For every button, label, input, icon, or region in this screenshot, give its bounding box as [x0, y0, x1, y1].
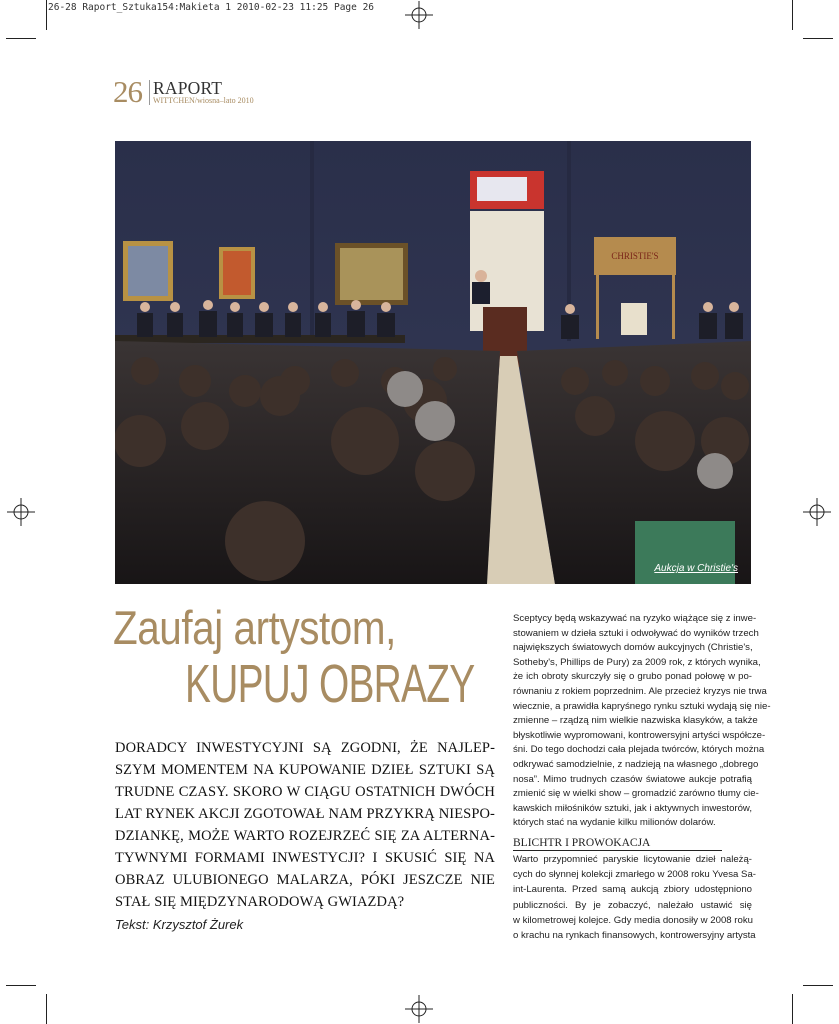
article-lead: [115, 737, 495, 913]
registration-mark-icon: [405, 1, 433, 29]
author-credit: Tekst: Krzysztof Żurek: [115, 917, 244, 932]
body-line: śni. Do tego dochodzi cała plejada twórców, których można: [513, 744, 765, 756]
body-line: Sotheby's, Phillips de Pury) za 2009 rok, z których wynika,: [513, 656, 761, 668]
body-line: stowaniem w dzieła sztuki i odwoływać do wyników trzech: [513, 627, 759, 639]
body-line: odkrywać samodzielnie, z nadzieją na własnego „dobrego: [513, 758, 759, 770]
body-line: o krachu na rynkach finansowych, kontrowersyjny artysta: [513, 930, 756, 942]
lead-line: SZYM MOMENTEM NA KUPOWANIE DZIEŁ SZTUKI SĄ: [115, 762, 495, 778]
body-column: [513, 612, 771, 831]
header-divider: [149, 80, 150, 105]
christies-sign: CHRISTIE'S: [611, 251, 659, 261]
section-title: RAPORT: [153, 78, 223, 98]
body-line: Sceptycy będą wskazywać na ryzyko wiążące się z inwe-: [513, 613, 757, 624]
body-line: zmienne – rządzą nim wielkie nazwiska klasyków, a także: [513, 715, 758, 727]
registration-mark-icon: [7, 498, 35, 526]
crop-mark: [792, 994, 793, 1024]
body-line: zmienić się w wielki show – gromadzić zarówno tłumy cie-: [513, 788, 759, 800]
body-line: w kilometrowej kolejce. Gdy media donosiły w 2008 roku: [513, 914, 753, 926]
page-number: 26: [113, 74, 142, 109]
registration-mark-icon: [803, 498, 831, 526]
body-line: błyskotliwie wypromowani, kontrowersyjni artyści współcze-: [513, 729, 766, 741]
body-line: kawskich miłośników sztuki, jak i aktywnych inwestorów,: [513, 802, 752, 814]
registration-mark-icon: [405, 995, 433, 1023]
body-column-continued: [513, 852, 756, 943]
photo-caption: Aukcja w Christie's: [654, 563, 738, 574]
body-line: że ich obroty skurczyły się o grubo ponad połowę w po-: [513, 671, 752, 683]
body-line: cych do słynnej kolekcji zmarłego w 2008 roku Yvesa Sa-: [513, 869, 756, 881]
body-line: nosa”. Mimo trudnych czasów światowe aukcje potrafią: [513, 773, 752, 785]
body-line: publiczności. By je zobaczyć, należało ustawić się: [513, 899, 752, 911]
lead-line: DORADCY INWESTYCYJNI SĄ ZGODNI, ŻE NAJLEP-: [115, 740, 495, 756]
crop-mark: [803, 985, 833, 986]
print-slug: 26-28 Raport_Sztuka154:Makieta 1 2010-02-23 11:25 Page 26: [48, 2, 375, 13]
crop-mark: [792, 0, 793, 30]
body-line: których stać na wydanie kilku milionów dolarów.: [513, 817, 716, 829]
body-line: Warto przypomnieć paryskie licytowanie dzieł należą-: [513, 854, 752, 865]
article-title-line2: KUPUJ OBRAZY: [185, 654, 475, 714]
lead-line: TYWNYMI FORMAMI INWESTYCJI? I SKUSIĆ SIĘ NA: [115, 850, 495, 866]
crop-mark: [46, 0, 47, 30]
body-line: wiecznie, a prawidła kapryśnego rynku sztuki wydają się nie-: [513, 700, 771, 712]
lead-line: OBRAZ ULUBIONEGO MALARZA, PÓKI JESZCZE NIE: [115, 872, 495, 888]
crop-mark: [6, 38, 36, 39]
lead-line: STAŁ SIĘ MIĘDZYNARODOWĄ GWIAZDĄ?: [115, 894, 405, 910]
lead-line: DZIANKĘ, MOŻE WARTO ROZEJRZEĆ SIĘ ZA ALTERNA-: [115, 828, 495, 844]
auction-photo: [115, 141, 751, 584]
lead-line: LAT RYNEK AKCJI ZGOTOWAŁ NAM PRZYKRĄ NIESPO-: [115, 806, 495, 822]
body-line: równaniu z rokiem poprzednim. Ale przecież kryzys nie trwa: [513, 685, 767, 697]
issue-label: WITTCHEN/wiosna–lato 2010: [153, 96, 254, 105]
body-line: int-Laurenta. Przed samą aukcją zbiory udostępniono: [513, 884, 752, 896]
crop-mark: [6, 985, 36, 986]
body-line: największych światowych domów aukcyjnych (Christie's,: [513, 642, 753, 654]
crop-mark: [803, 38, 833, 39]
article-title-line1: Zaufaj artystom,: [113, 601, 396, 654]
crop-mark: [46, 994, 47, 1024]
lead-line: TRUDNE CZASY. SKORO W CIĄGU OSTATNICH DWÓCH: [115, 784, 495, 800]
section-subheading: BLICHTR I PROWOKACJA: [513, 836, 722, 851]
